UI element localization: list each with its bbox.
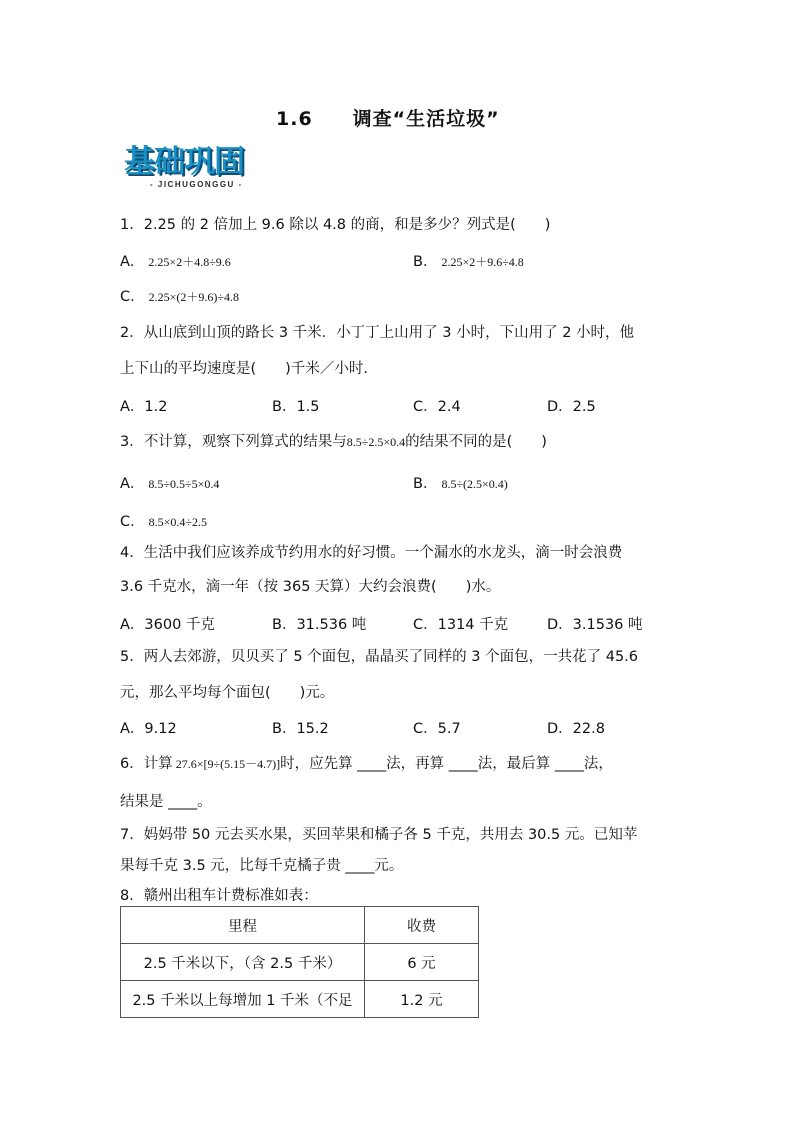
- question-7-line2: 果每千克 3.5 元，比每千克橘子贵 ____元。: [120, 858, 404, 874]
- option-label: A．: [120, 254, 145, 270]
- page-title: 1.6 调查“生活垃圾”: [276, 108, 500, 130]
- option-label: A．: [120, 476, 145, 492]
- logo-title: 基础巩固: [124, 144, 244, 180]
- option-math: 8.5×0.4÷2.5: [148, 515, 207, 529]
- question-5-line2: 元，那么平均每个面包( )元。: [120, 685, 335, 701]
- question-6-line1: [120, 752, 613, 773]
- q5-option-b[interactable]: B．15.2: [272, 721, 329, 737]
- question-5-line1: 5．两人去郊游，贝贝买了 5 个面包，晶晶买了同样的 3 个面包，一共花了 45.6: [120, 649, 639, 665]
- question-4-line1: 4．生活中我们应该养成节约用水的好习惯。一个漏水的水龙头，滴一时会浪费: [120, 545, 623, 561]
- q3-option-b[interactable]: [413, 472, 508, 493]
- option-math: 2.25×2＋9.6÷4.8: [441, 255, 524, 269]
- section-logo: [124, 144, 244, 189]
- question-3-stem: [120, 430, 547, 451]
- option-label: C．: [120, 289, 145, 305]
- table-header-cell: 收费: [365, 907, 479, 944]
- q2-option-d[interactable]: D．2.5: [547, 399, 596, 415]
- question-1-stem: 1．2.25 的 2 倍加上 9.6 除以 4.8 的商，和是多少？列式是( ): [120, 217, 551, 233]
- question-2-line1: 2．从山底到山顶的路长 3 千米．小丁丁上山用了 3 小时，下山用了 2 小时，他: [120, 325, 635, 341]
- stem-text: 6．计算: [120, 756, 173, 772]
- q1-option-b[interactable]: [413, 250, 524, 271]
- stem-math: 27.6×[9÷(5.15－4.7)]: [175, 757, 281, 771]
- table-row: [121, 981, 479, 1018]
- q4-option-b[interactable]: B．31.536 吨: [272, 617, 367, 633]
- table-cell: 6 元: [365, 944, 479, 981]
- option-math: 8.5÷0.5÷5×0.4: [148, 477, 220, 491]
- table-cell: 1.2 元: [365, 981, 479, 1018]
- q1-option-a[interactable]: [120, 250, 231, 271]
- question-2-line2: 上下山的平均速度是( )千米／小时.: [120, 361, 368, 377]
- question-8-stem: 8．赣州出租车计费标准如表：: [120, 888, 318, 904]
- q5-option-d[interactable]: D．22.8: [547, 721, 605, 737]
- question-6-line2: 结果是 ____。: [120, 794, 212, 810]
- stem-text: 的结果不同的是( ): [405, 434, 547, 450]
- q2-option-a[interactable]: A．1.2: [120, 399, 168, 415]
- question-4-line2: 3.6 千克水，滴一年（按 365 天算）大约会浪费( )水。: [120, 579, 501, 595]
- table-row: [121, 944, 479, 981]
- stem-math: 8.5÷2.5×0.4: [346, 435, 406, 449]
- q1-option-c[interactable]: [120, 285, 239, 306]
- option-label: B．: [413, 476, 438, 492]
- option-label: B．: [413, 254, 438, 270]
- stem-text: 时，应先算 ____法，再算 ____法，最后算 ____法，: [280, 756, 613, 772]
- option-math: 2.25×2＋4.8÷9.6: [148, 255, 231, 269]
- q5-option-c[interactable]: C．5.7: [413, 721, 461, 737]
- q4-option-c[interactable]: C．1314 千克: [413, 617, 509, 633]
- option-math: 2.25×(2＋9.6)÷4.8: [148, 290, 239, 304]
- q4-option-a[interactable]: A．3600 千克: [120, 617, 215, 633]
- q2-option-c[interactable]: C．2.4: [413, 399, 461, 415]
- stem-text: 3．不计算，观察下列算式的结果与: [120, 434, 347, 450]
- table-cell: 2.5 千米以下，（含 2.5 千米）: [121, 944, 365, 981]
- table-header-row: [121, 907, 479, 944]
- q4-option-d[interactable]: D．3.1536 吨: [547, 617, 643, 633]
- q3-option-a[interactable]: [120, 472, 219, 493]
- option-label: C．: [120, 514, 145, 530]
- table-cell: 2.5 千米以上每增加 1 千米（不足: [121, 981, 365, 1018]
- q5-option-a[interactable]: A．9.12: [120, 721, 177, 737]
- option-math: 8.5÷(2.5×0.4): [441, 477, 508, 491]
- table-header-cell: 里程: [121, 907, 365, 944]
- q2-option-b[interactable]: B．1.5: [272, 399, 320, 415]
- q3-option-c[interactable]: [120, 510, 207, 531]
- question-7-line1: 7．妈妈带 50 元去买水果，买回苹果和橘子各 5 千克，共用去 30.5 元。已知苹: [120, 827, 638, 843]
- logo-subtitle: - JICHUGONGGU -: [150, 180, 243, 189]
- fare-table: [120, 906, 479, 1018]
